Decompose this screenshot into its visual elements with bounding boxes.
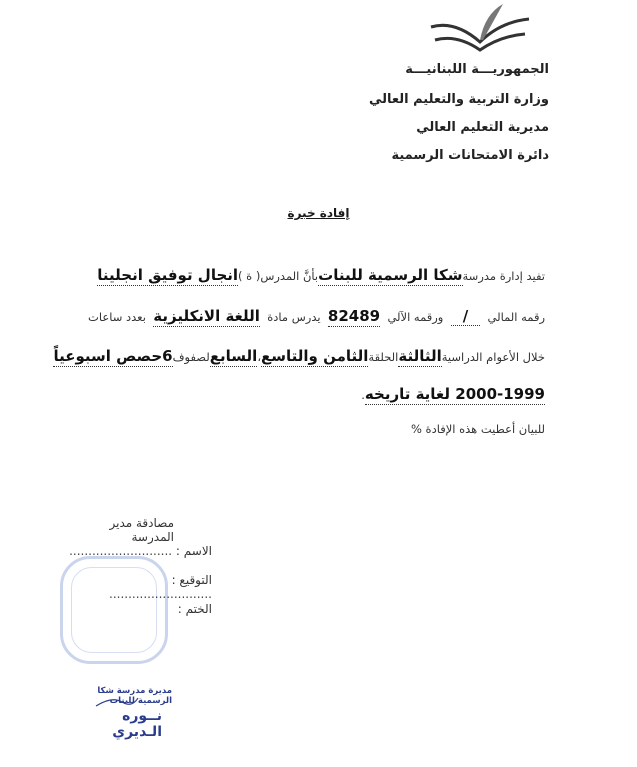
- director-title: مديرة مدرسة شكا الرسمية للبنات: [97, 686, 172, 706]
- text: بعدد ساعات: [88, 310, 146, 324]
- closing-text: للبيان أعطيت هذه الإفادة %: [410, 422, 545, 436]
- grade-seventh: السابع: [209, 347, 258, 365]
- text: ،: [257, 350, 262, 364]
- name-label: الاسم :: [175, 544, 212, 558]
- subject: اللغة الانكليزية: [153, 307, 260, 325]
- body-line-3: [53, 347, 545, 367]
- text: ورقمه الآلي: [387, 310, 444, 324]
- school-name: شكا الرسمية للبنات: [318, 266, 463, 284]
- computer-number: 82489: [327, 307, 381, 325]
- signature-dots: ...........................: [109, 587, 212, 601]
- header-directorate: مديرية التعليم العالي: [416, 120, 549, 135]
- text: الحلقة: [368, 350, 399, 364]
- text: خلال الأعوام الدراسية: [441, 350, 545, 364]
- cycle: الثالثة: [398, 347, 442, 365]
- signature-row: [68, 573, 212, 601]
- body-line-4: [300, 385, 545, 405]
- body-line-1: [97, 266, 545, 286]
- text: رقمه المالي: [487, 310, 545, 324]
- text: تفيد إدارة مدرسة: [462, 269, 545, 283]
- ministry-logo: [425, 2, 533, 54]
- teacher-name: انجال توفيق انجلينا: [97, 266, 239, 284]
- closing-line: [300, 422, 545, 436]
- text: بأنَّ المدرس( ة ): [238, 269, 319, 283]
- body-line-2: [88, 307, 545, 327]
- academic-years: 2000-1999 لغاية تاريخه: [364, 385, 545, 403]
- name-row: [68, 544, 212, 558]
- name-dots: ...........................: [69, 544, 173, 558]
- header-republic: الجمهوريـــة اللبنانيـــة: [405, 62, 549, 77]
- document-title: إفادة خبرة: [287, 206, 350, 220]
- signature-label: التوقيع :: [171, 573, 212, 587]
- header-ministry: وزارة التربية والتعليم العالي: [368, 92, 549, 107]
- text: .: [361, 388, 365, 402]
- financial-number: /: [451, 307, 480, 326]
- text: يدرس مادة: [267, 310, 321, 324]
- weekly-hours: 6حصص اسبوعياً: [53, 347, 173, 365]
- director-name: نــوره الـديري: [112, 708, 162, 740]
- seal-label: الختم :: [177, 602, 212, 616]
- text: لصفوف: [172, 350, 210, 364]
- grades: الثامن والتاسع: [261, 347, 369, 365]
- header-department: دائرة الامتحانات الرسمية: [391, 148, 549, 163]
- signature-heading: مصادقة مدير المدرسة: [109, 516, 174, 544]
